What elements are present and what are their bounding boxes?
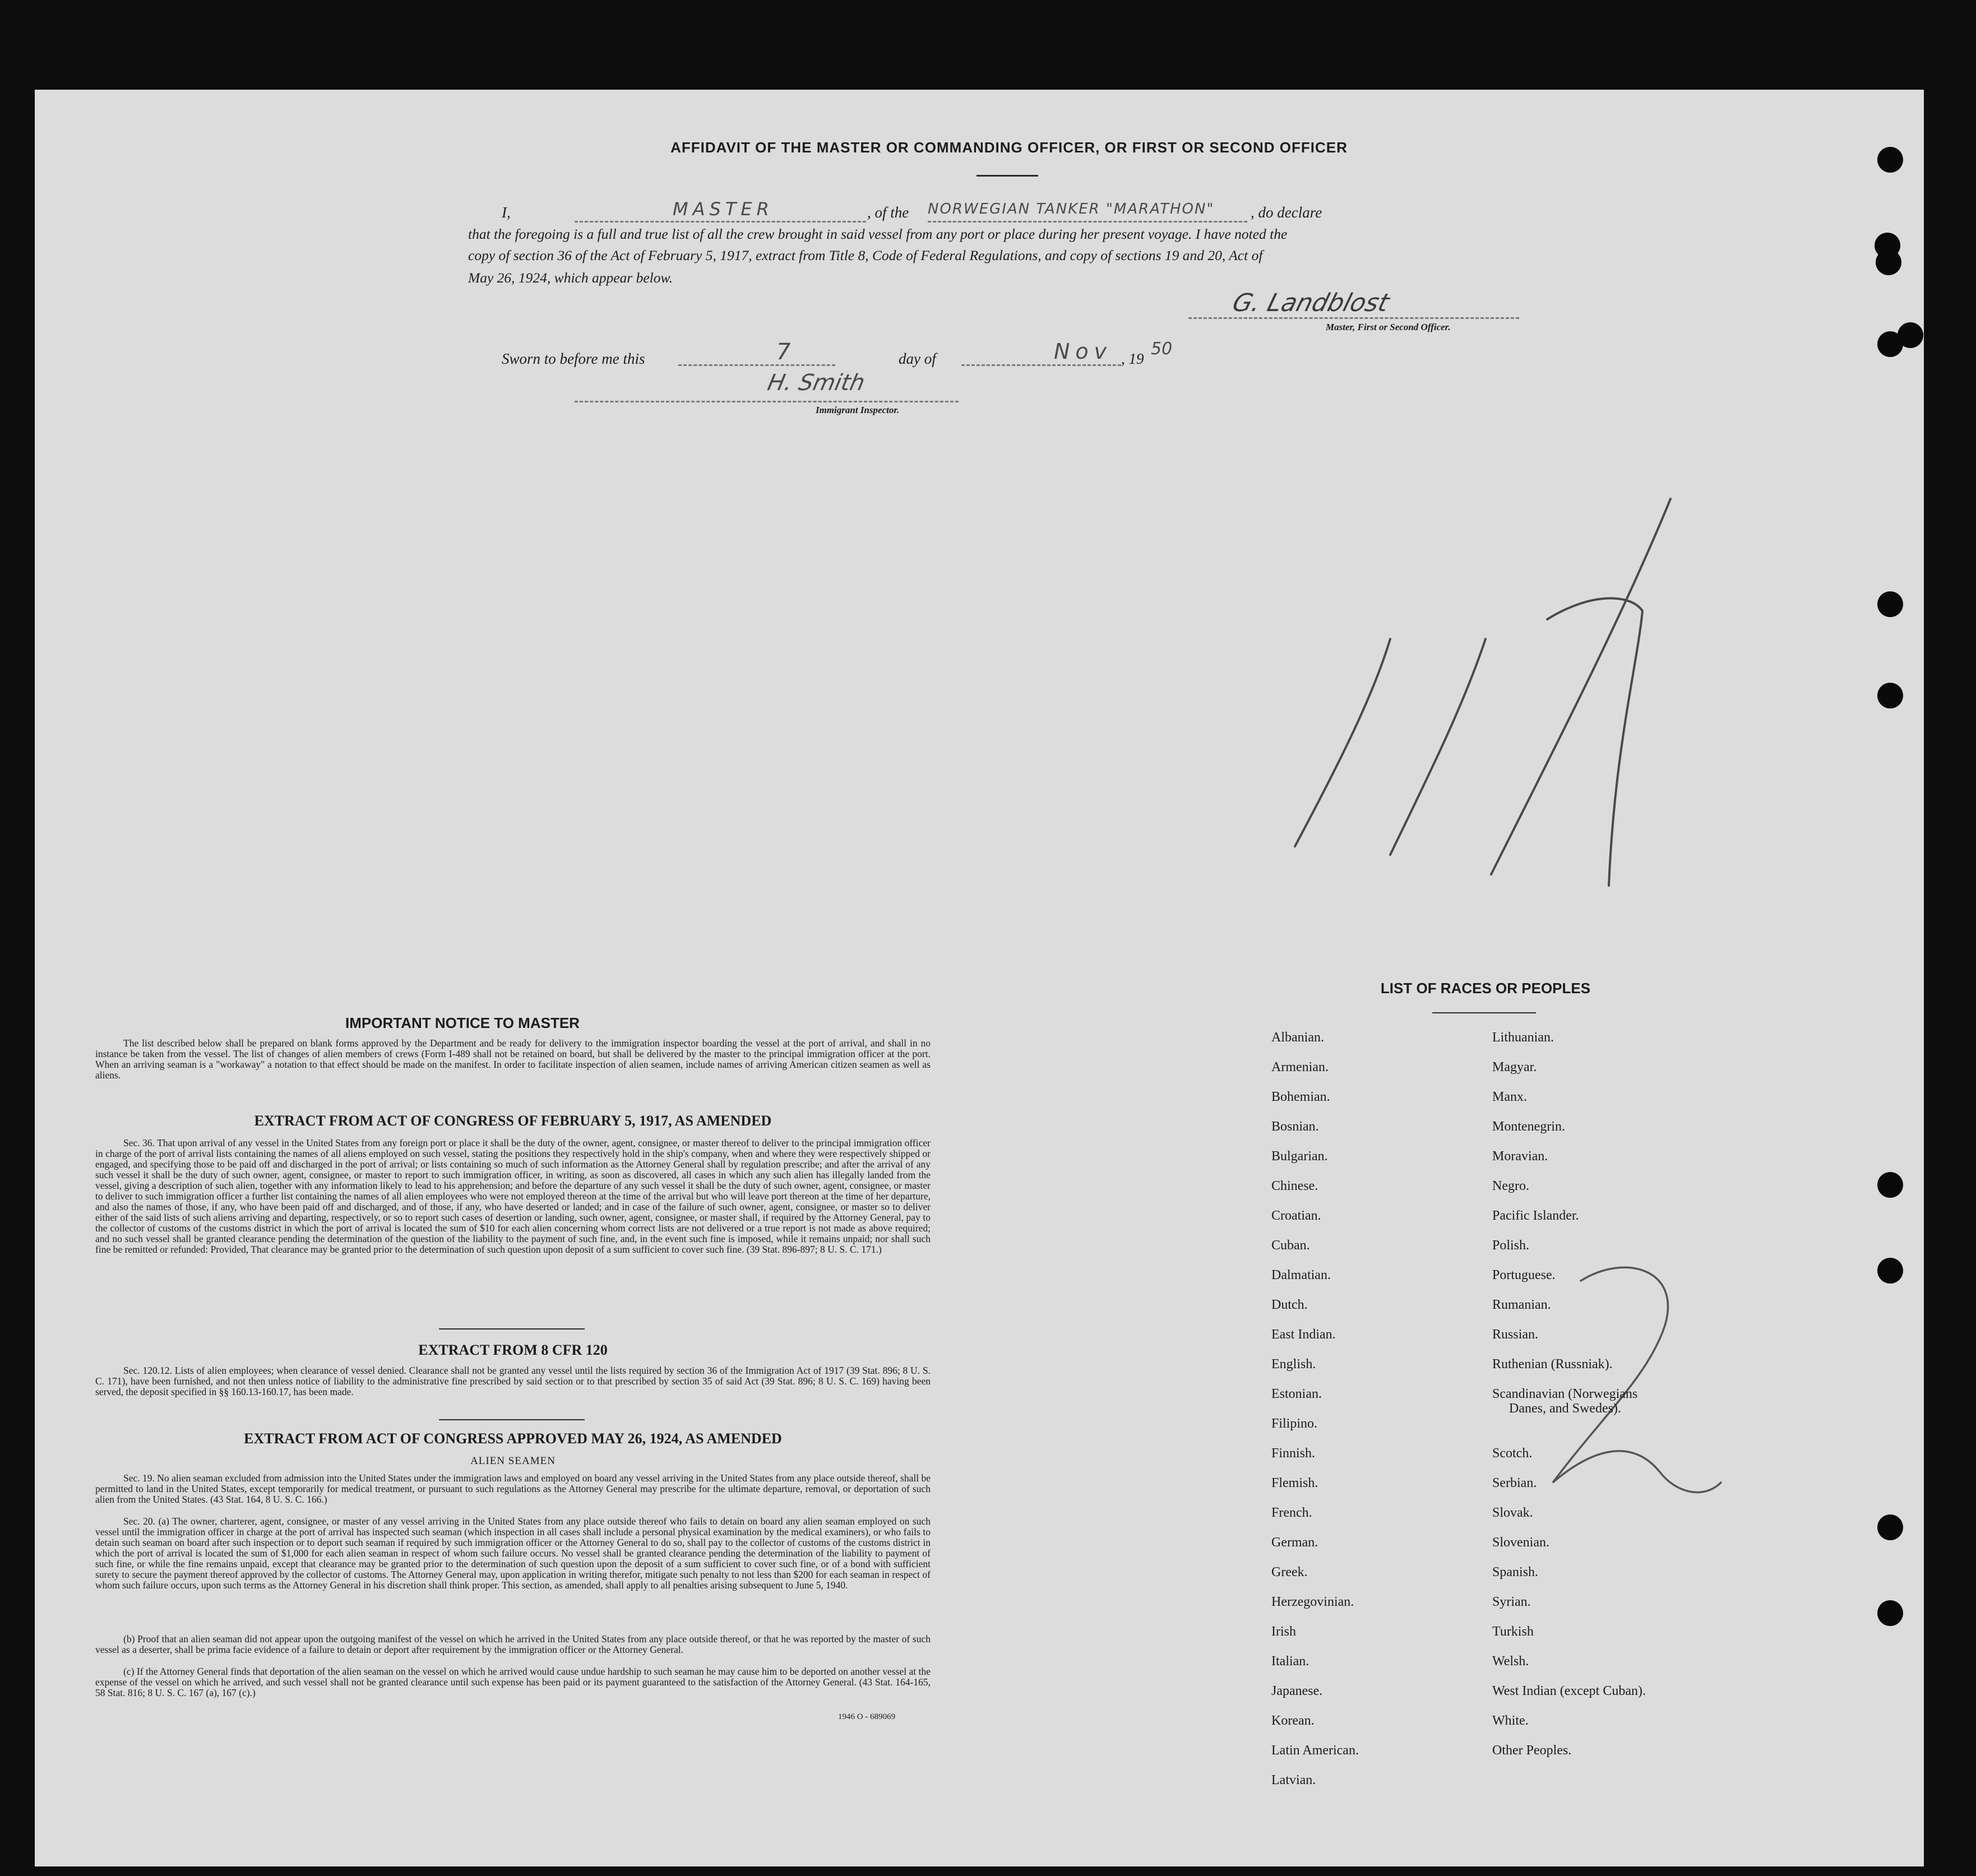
declaration-line-2: that the foregoing is a full and true list of all the crew brought in said vessel from any port or place during her present voyage. I have noted the xyxy=(468,226,1288,242)
race-right: Negro. xyxy=(1492,1179,1529,1193)
race-left: Chinese. xyxy=(1271,1179,1318,1193)
race-left: Bohemian. xyxy=(1271,1090,1330,1104)
race-right: Montenegrin. xyxy=(1492,1119,1565,1134)
race-right: Moravian. xyxy=(1492,1149,1548,1164)
officer-name-field: MASTER xyxy=(673,198,774,220)
section-divider xyxy=(439,1419,585,1420)
race-left: Bosnian. xyxy=(1271,1119,1319,1134)
punch-hole-icon xyxy=(1877,147,1903,173)
i-label: I, xyxy=(502,204,511,221)
races-title: LIST OF RACES OR PEOPLES xyxy=(1380,980,1591,997)
alien-seamen-subtitle: ALIEN SEAMEN xyxy=(470,1455,556,1467)
master-signature: G. Landblost xyxy=(1229,289,1392,317)
race-left: Filipino. xyxy=(1271,1416,1318,1431)
extract-1917-body: Sec. 36. That upon arrival of any vessel in the United States from any foreign port or place it shall be the duty of the owner, agent, consignee, or master thereof to deliver to the principal immigration officer in charge of the port of arrival lists containing the names of all aliens employed on such vessel, stating the positions they respectively hold in the ship's company, when and where they were respectively shipped or engaged, and specifying those to be paid off and discharged in the port of arrival; or lists containing so much of such information as the Attorney General shall by regulation prescribe; and after the arrival of any such vessel it shall be the duty of such owner, agent, consignee, or master to report to such immigration officer, in writing, as soon as discovered, all cases in which any such alien has illegally landed from the vessel, giving a description of such alien, together with any information likely to lead to his apprehension; and before the departure of any such vessel it shall be the duty of such owner, agent, consignee, or master to deliver to such immigration officer a further list containing the names of all alien employees who were not employed thereon at the time of the arrival but who will leave port thereon at the time of her departure, and also the names of those, if any, who have been paid off and discharged, and of those, if any, who have deserted or landed; and in case of the failure of such owner, agent, consignee, or master so to deliver either of the said lists of such aliens arriving and departing, respectively, or so to report such cases of desertion or landing, such owner, agent, consignee, or master shall, if required by the Attorney General, pay to the collector of customs of the customs district in which the port of arrival is located the sum of $10 for each alien concerning whom correct lists are not delivered or a true report is not made as above required; and no such vessel shall be granted clearance pending the determination of the question of the liability to the payment of such fine, and, in the event such fine is imposed, while it remains unpaid; nor shall such fine be remitted or refunded: Provided, That clearance may be granted prior to the determination of such question upon deposit of a sum sufficient to cover such fine. (39 Stat. 896-897; 8 U. S. C. 171.) xyxy=(95,1137,931,1255)
declaration-line-3: copy of section 36 of the Act of February 5, 1917, extract from Title 8, Code of Federal Regulations, and copy of sections 19 and 20, Act of xyxy=(468,247,1263,263)
extract-1924-sec20c: (c) If the Attorney General finds that deportation of the alien seaman on the vessel on which he arrived would cause undue hardship to such seaman he may cause him to be deported on another vessel at the expense of the vessel on which he arrived, and such vessel shall not be granted clearance until such expense has been paid or its payment guaranteed to the satisfaction of the Attorney General. (43 Stat. 164-165, 58 Stat. 816; 8 U. S. C. 167 (a), 167 (c).) xyxy=(95,1666,931,1698)
punch-hole-icon xyxy=(1898,322,1923,348)
race-left: Croatian. xyxy=(1271,1208,1321,1223)
race-right: Polish. xyxy=(1492,1238,1530,1253)
race-left: Dutch. xyxy=(1271,1298,1308,1312)
sworn-label: Sworn to before me this xyxy=(502,350,645,367)
inspector-caption: Immigrant Inspector. xyxy=(816,405,900,415)
race-left: Korean. xyxy=(1271,1713,1315,1728)
handwritten-number-mark xyxy=(1278,482,1693,908)
race-right: Manx. xyxy=(1492,1090,1527,1104)
race-right: Scandinavian (Norwegians xyxy=(1492,1387,1638,1401)
race-left: Latin American. xyxy=(1271,1743,1359,1758)
extract-1917-title: EXTRACT FROM ACT OF CONGRESS OF FEBRUARY 5, 1917, AS AMENDED xyxy=(254,1113,772,1129)
race-right: Serbian. xyxy=(1492,1476,1537,1490)
sworn-day-field: 7 xyxy=(776,339,791,365)
punch-hole-icon xyxy=(1877,1258,1903,1284)
sworn-month-line xyxy=(961,364,1121,366)
affidavit-title: AFFIDAVIT OF THE MASTER OR COMMANDING OFFICER, OR FIRST OR SECOND OFFICER xyxy=(670,139,1348,156)
race-left: Armenian. xyxy=(1271,1060,1329,1074)
race-right: Syrian. xyxy=(1492,1595,1531,1609)
race-right: Pacific Islander. xyxy=(1492,1208,1579,1223)
race-right: Russian. xyxy=(1492,1327,1539,1342)
sworn-month-field: Nov xyxy=(1054,339,1113,364)
punch-hole-icon xyxy=(1877,1600,1903,1626)
sworn-day-line xyxy=(678,364,835,366)
master-signature-line xyxy=(1188,317,1519,319)
notice-body: The list described below shall be prepared on blank forms approved by the Department and be ready for delivery to the immigration inspector boarding the vessel at the port of arrival, and shall in no instance be taken from the vessel. The list of changes of alien members of crews (Form I-489 shall not be retained on board, but shall be delivered by the master to the principal immigration officer at the port. When an arriving seaman is a "workaway" a notation to that effect should be made on the manifest. In order to facilitate inspection of alien seamen, include names of arriving American citizen seamen as well as aliens. xyxy=(95,1037,931,1081)
race-right: Spanish. xyxy=(1492,1565,1539,1579)
race-left: German. xyxy=(1271,1535,1318,1550)
race-right: Ruthenian (Russniak). xyxy=(1492,1357,1613,1372)
print-code: 1946 O - 689069 xyxy=(838,1712,896,1721)
race-left: Irish xyxy=(1271,1624,1296,1639)
punch-hole-icon xyxy=(1877,683,1903,708)
extract-1924-title: EXTRACT FROM ACT OF CONGRESS APPROVED MAY 26, 1924, AS AMENDED xyxy=(244,1430,782,1447)
of-the-label: , of the xyxy=(867,204,909,221)
declaration-line-4: May 26, 1924, which appear below. xyxy=(468,270,673,286)
race-left: Japanese. xyxy=(1271,1684,1323,1698)
race-left: Flemish. xyxy=(1271,1476,1318,1490)
extract-1924-sec20b: (b) Proof that an alien seaman did not appear upon the outgoing manifest of the vessel on which he arrived in the United States from any place outside thereof, or that he was reported by the master of such vessel as a deserter, shall be prima facie evidence of a failure to detain or deport after requirement by the immigration officer or the Attorney General. xyxy=(95,1633,931,1655)
race-left: French. xyxy=(1271,1506,1312,1520)
race-left: Bulgarian. xyxy=(1271,1149,1328,1164)
declaration-line-1 xyxy=(502,198,1528,224)
year-prefix: , 19 xyxy=(1121,350,1144,367)
extract-cfr-body: Sec. 120.12. Lists of alien employees; when clearance of vessel denied. Clearance shall not be granted any vessel until the lists required by section 36 of the Immigration Act of 1917 (39 Stat. 896; 8 U. S. C. 171), have been furnished, and not then unless notice of liability to the administrative fine prescribed by said section or to that prescribed by section 35 of said Act (39 Stat. 896; 8 U. S. C. 169) having been served, the deposit specified in §§ 160.13-160.17, has been made. xyxy=(95,1365,931,1397)
race-left: East Indian. xyxy=(1271,1327,1336,1342)
race-right: Slovak. xyxy=(1492,1506,1533,1520)
inspector-signature: H. Smith xyxy=(765,370,867,396)
race-left: Finnish. xyxy=(1271,1446,1316,1461)
extract-1924-sec20a: Sec. 20. (a) The owner, charterer, agent, consignee, or master of any vessel arriving in the United States from any place outside thereof who fails to detain on board any alien seaman employed on such vessel until the immigration officer in charge at the port of arrival has inspected such seaman (which inspection in all cases shall include a personal physical examination by the medical examiners), or who fails to detain such seaman on board after such inspection or to deport such seaman if required by such immigration officer or the Attorney General to do so, shall pay to the collector of customs of the customs district in which the port of arrival is located the sum of $1,000 for each alien seaman in respect of whom such failure occurs. No vessel shall be granted clearance pending the determination of the liability to payment of such fine, or while the fine remains unpaid, except that clearance may be granted prior to the determination of such question upon the deposit of a sum sufficient to cover such fine, or of a bond with sufficient surety to secure the payment thereof approved by the collector of customs. The Attorney General may, upon application in writing therefor, mitigate such penalty to not less than $200 for each seaman in respect of whom such failure occurs, upon such terms as the Attorney General in his discretion shall think proper. This section, as amended, shall apply to all penalties arising subsequent to June 5, 1940. xyxy=(95,1516,931,1591)
day-of-label: day of xyxy=(899,350,936,367)
officer-name-line xyxy=(575,221,866,223)
master-caption: Master, First or Second Officer. xyxy=(1326,322,1451,332)
section-divider xyxy=(439,1328,585,1330)
race-right: Lithuanian. xyxy=(1492,1030,1554,1045)
race-left: Latvian. xyxy=(1271,1773,1316,1787)
punch-hole-icon xyxy=(1877,1514,1903,1540)
race-right: Slovenian. xyxy=(1492,1535,1549,1550)
race-left: Italian. xyxy=(1271,1654,1309,1669)
race-right: Portuguese. xyxy=(1492,1268,1556,1282)
race-left: Herzegovinian. xyxy=(1271,1595,1354,1609)
race-right: Danes, and Swedes). xyxy=(1509,1401,1621,1416)
vessel-name-field: NORWEGIAN TANKER "MARATHON" xyxy=(928,201,1215,217)
vessel-name-line xyxy=(928,221,1247,223)
race-left: Albanian. xyxy=(1271,1030,1324,1045)
race-left: Cuban. xyxy=(1271,1238,1310,1253)
inspector-signature-line xyxy=(575,401,959,402)
title-divider xyxy=(977,175,1038,177)
sworn-line xyxy=(502,339,1287,373)
races-divider xyxy=(1432,1012,1536,1013)
race-right: Magyar. xyxy=(1492,1060,1537,1074)
punch-hole-icon xyxy=(1876,249,1901,275)
year-suffix-field: 50 xyxy=(1151,339,1173,359)
do-declare-label: , do declare xyxy=(1251,204,1322,221)
race-right: Turkish xyxy=(1492,1624,1534,1639)
race-right: White. xyxy=(1492,1713,1529,1728)
extract-cfr-title: EXTRACT FROM 8 CFR 120 xyxy=(418,1342,608,1358)
punch-hole-icon xyxy=(1877,591,1903,617)
race-right: West Indian (except Cuban). xyxy=(1492,1684,1646,1698)
race-left: Estonian. xyxy=(1271,1387,1322,1401)
race-left: English. xyxy=(1271,1357,1316,1372)
race-right: Welsh. xyxy=(1492,1654,1529,1669)
race-right: Other Peoples. xyxy=(1492,1743,1572,1758)
race-right: Rumanian. xyxy=(1492,1298,1551,1312)
race-right: Scotch. xyxy=(1492,1446,1533,1461)
race-left: Dalmatian. xyxy=(1271,1268,1331,1282)
race-left: Greek. xyxy=(1271,1565,1308,1579)
extract-1924-sec19: Sec. 19. No alien seaman excluded from admission into the United States under the immigration laws and employed on board any vessel arriving in the United States from any place outside thereof, shall be permitted to land in the United States, except temporarily for medical treatment, or pursuant to such regulations as the Attorney General may prescribe for the ultimate departure, removal, or deportation of such alien from the United States. (43 Stat. 164, 8 U. S. C. 166.) xyxy=(95,1472,931,1505)
notice-title: IMPORTANT NOTICE TO MASTER xyxy=(345,1015,580,1031)
punch-hole-icon xyxy=(1877,1172,1903,1198)
